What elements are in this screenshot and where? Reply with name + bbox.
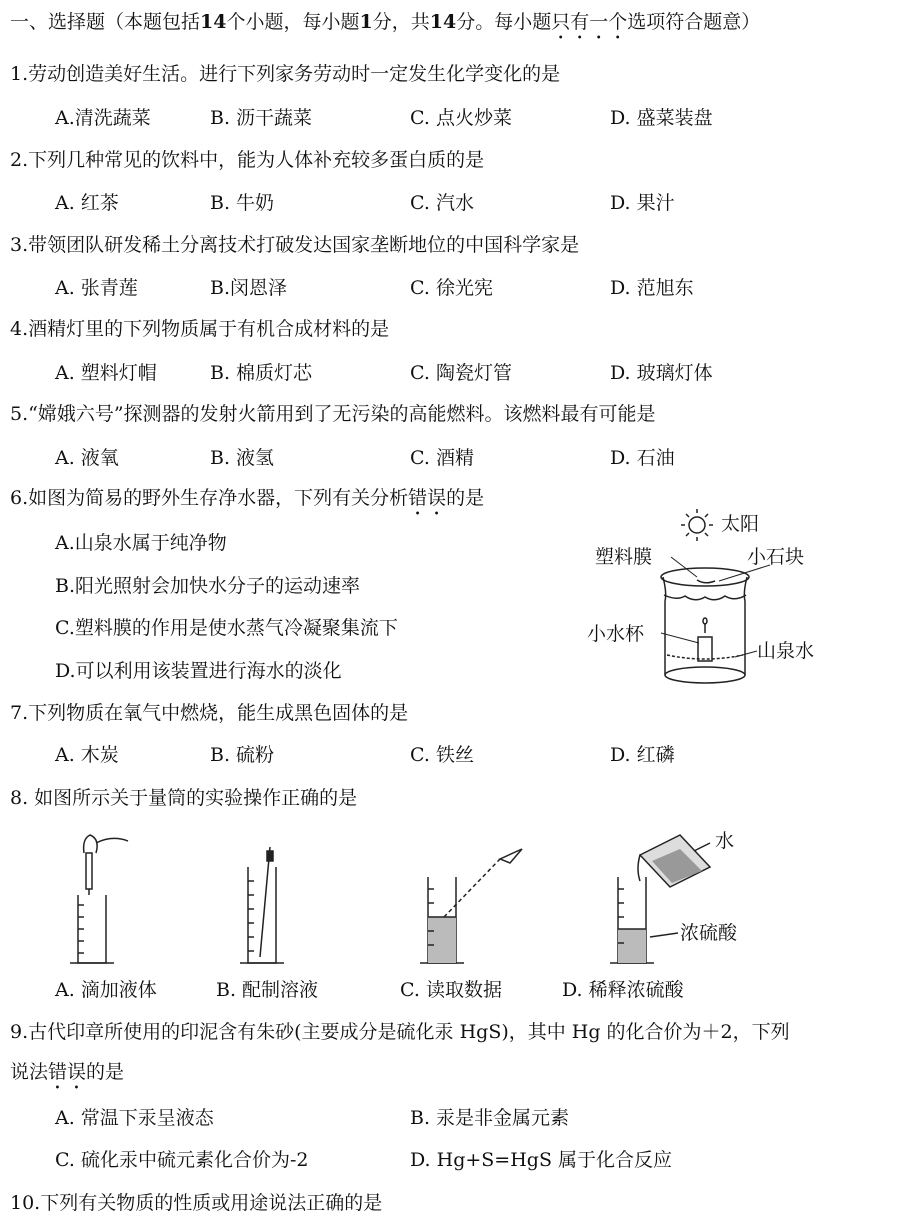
question-2-stem: 2.下列几种常见的饮料中，能为人体补充较多蛋白质的是 xyxy=(10,149,485,171)
water-purifier-figure xyxy=(585,505,885,690)
label-small-cup: 小水杯 xyxy=(587,623,645,645)
q4-option-a: A. 塑料灯帽 xyxy=(55,362,157,384)
q4-option-d: D. 玻璃灯体 xyxy=(610,362,713,384)
section-header: 一、选择题（本题包括14个小题，每小题1分，共14分。每小题只有一个选项符合题意） xyxy=(10,11,761,33)
q7-option-d: D. 红磷 xyxy=(610,744,675,766)
q6-option-b: B.阳光照射会加快水分子的运动速率 xyxy=(55,575,361,597)
question-4-stem: 4.酒精灯里的下列物质属于有机合成材料的是 xyxy=(10,318,390,340)
question-5-stem: 5.“嫦娥六号”探测器的发射火箭用到了无污染的高能燃料。该燃料最有可能是 xyxy=(10,403,656,425)
question-9-stem-line2: 说法错误的是 xyxy=(10,1061,125,1083)
q1-option-b: B. 沥干蔬菜 xyxy=(210,107,313,129)
cylinder-b-drawing xyxy=(240,847,284,963)
q2-option-a: A. 红茶 xyxy=(55,192,119,214)
q5-option-a: A. 液氧 xyxy=(55,447,119,469)
q3-option-b: B.闵恩泽 xyxy=(210,277,288,299)
question-9-stem-line1: 9.古代印章所使用的印泥含有朱砂(主要成分是硫化汞 HgS)，其中 Hg 的化合价为＋2，下列 xyxy=(10,1021,790,1043)
q2-option-c: C. 汽水 xyxy=(410,192,474,214)
sun-icon xyxy=(681,509,713,541)
q3-option-c: C. 徐光宪 xyxy=(410,277,493,299)
q7-option-a: A. 木炭 xyxy=(55,744,119,766)
emphasis-only-one: 只有一个 xyxy=(551,11,628,33)
question-6-stem: 6.如图为简易的野外生存净水器，下列有关分析错误的是 xyxy=(10,487,485,509)
label-plastic-film: 塑料膜 xyxy=(595,546,653,568)
graduated-cylinder-figure xyxy=(60,825,780,970)
q6-option-c: C.塑料膜的作用是使水蒸气冷凝聚集流下 xyxy=(55,617,398,639)
q3-option-a: A. 张青莲 xyxy=(55,277,138,299)
question-7-stem: 7.下列物质在氧气中燃烧，能生成黑色固体的是 xyxy=(10,702,409,724)
q1-option-a: A.清洗蔬菜 xyxy=(55,107,151,129)
q5-option-d: D. 石油 xyxy=(610,447,675,469)
question-1-stem: 1.劳动创造美好生活。进行下列家务劳动时一定发生化学变化的是 xyxy=(10,63,561,85)
q8-option-b: B. 配制溶液 xyxy=(216,979,319,1001)
q6-option-a: A.山泉水属于纯净物 xyxy=(55,532,227,554)
label-concentrated-sulfuric-acid: 浓硫酸 xyxy=(680,922,738,944)
q7-option-c: C. 铁丝 xyxy=(410,744,474,766)
q6-option-d: D.可以利用该装置进行海水的淡化 xyxy=(55,660,342,682)
q1-option-c: C. 点火炒菜 xyxy=(410,107,512,129)
q9-option-a: A. 常温下汞呈液态 xyxy=(55,1107,214,1129)
label-small-stone: 小石块 xyxy=(747,546,805,568)
q9-option-c: C. 硫化汞中硫元素化合价为-2 xyxy=(55,1149,309,1171)
label-spring-water: 山泉水 xyxy=(757,640,815,662)
question-3-stem: 3.带领团队研发稀土分离技术打破发达国家垄断地位的中国科学家是 xyxy=(10,234,580,256)
q8-option-d: D. 稀释浓硫酸 xyxy=(562,979,684,1001)
q9-option-d: D. Hg+S=HgS 属于化合反应 xyxy=(410,1149,673,1171)
q5-option-b: B. 液氢 xyxy=(210,447,275,469)
question-10-stem: 10.下列有关物质的性质或用途说法正确的是 xyxy=(10,1192,383,1214)
cylinder-c-drawing xyxy=(420,849,522,963)
label-sun: 太阳 xyxy=(721,513,760,535)
q4-option-c: C. 陶瓷灯管 xyxy=(410,362,512,384)
q5-option-c: C. 酒精 xyxy=(410,447,474,469)
q1-option-d: D. 盛菜装盘 xyxy=(610,107,713,129)
q8-option-c: C. 读取数据 xyxy=(400,979,502,1001)
cylinder-a-drawing xyxy=(70,835,128,963)
label-water: 水 xyxy=(715,830,735,852)
small-cup-drawing xyxy=(698,618,712,661)
q4-option-b: B. 棉质灯芯 xyxy=(210,362,313,384)
q2-option-b: B. 牛奶 xyxy=(210,192,275,214)
question-8-stem: 8. 如图所示关于量筒的实验操作正确的是 xyxy=(10,787,358,809)
q2-option-d: D. 果汁 xyxy=(610,192,675,214)
q7-option-b: B. 硫粉 xyxy=(210,744,275,766)
q8-option-a: A. 滴加液体 xyxy=(55,979,157,1001)
q3-option-d: D. 范旭东 xyxy=(610,277,694,299)
q9-option-b: B. 汞是非金属元素 xyxy=(410,1107,570,1129)
